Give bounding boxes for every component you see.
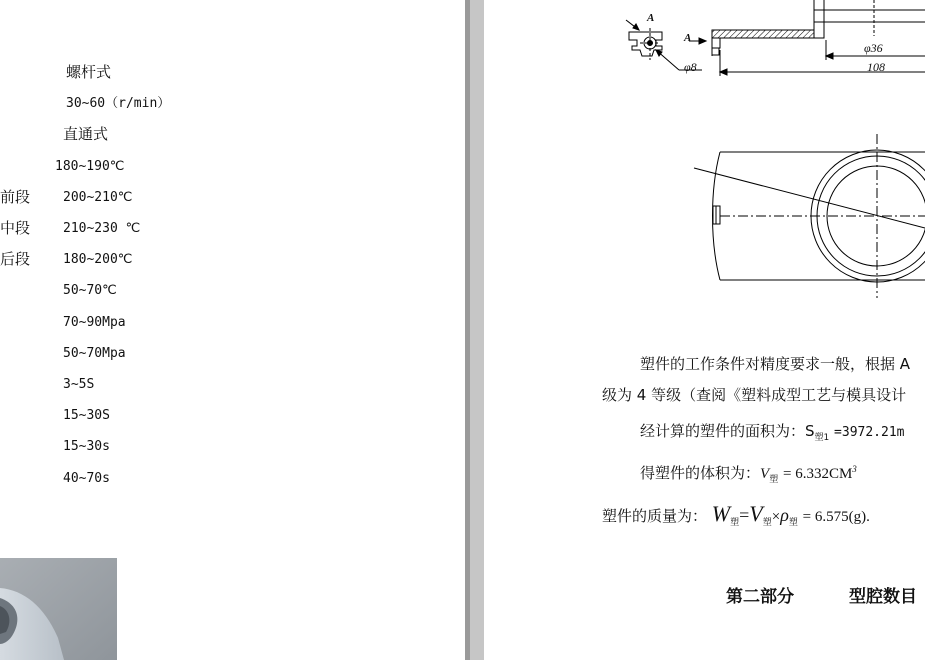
technical-drawing-section-view [484, 0, 925, 82]
area-prefix: 经计算的塑件的面积为：S [640, 422, 815, 440]
mass-var-w: W [711, 501, 731, 526]
mass-formula-line [602, 502, 870, 535]
technical-drawing-plan-view [484, 130, 925, 305]
mass-var-v: V [749, 501, 763, 526]
mass-times: × [771, 509, 781, 525]
row-label-rear: 后段 [0, 250, 31, 268]
param-value-screw-speed: 30~60（r/min） [66, 96, 171, 111]
mass-v-subscript: 塑 [762, 518, 772, 528]
paragraph-precision-line1: 塑件的工作条件对精度要求一般，根据 A [640, 355, 911, 373]
param-value-cooling-time: 15~30s [63, 439, 110, 454]
mass-w-subscript: 塑 [730, 518, 740, 528]
mass-var-rho: ρ [780, 505, 789, 525]
param-value-middle-temp: 210~230 ℃ [63, 221, 141, 236]
param-value-holding-pressure: 50~70Mpa [63, 346, 126, 361]
param-value-injection-time: 3~5S [63, 377, 95, 392]
dimension-label-phi36: φ36 [864, 41, 883, 55]
param-value-front-temp: 200~210℃ [63, 190, 133, 205]
section-mark-a-left: A [647, 12, 655, 24]
param-value-holding-time: 15~30S [63, 408, 110, 423]
row-label-middle: 中段 [0, 219, 31, 237]
volume-formula-line [640, 460, 857, 489]
param-value-rear-temp: 180~200℃ [63, 252, 133, 267]
mass-result: = 6.575(g). [802, 509, 870, 525]
section-mark-a-right: A [684, 32, 692, 44]
volume-exponent: 3 [852, 464, 857, 474]
volume-var: V [760, 466, 770, 482]
param-value-injection-pressure: 70~90Mpa [63, 315, 126, 330]
area-formula-line [640, 422, 905, 447]
volume-subscript: 塑 [769, 475, 779, 485]
param-value-mold-temp: 50~70℃ [63, 283, 117, 298]
param-value-cycle-time: 40~70s [63, 471, 110, 486]
param-value-nozzle-temp: 180~190℃ [55, 159, 125, 174]
volume-value: = 6.332CM [782, 466, 853, 482]
page-gutter [470, 0, 484, 660]
area-value: =3972.21m [834, 425, 905, 440]
paragraph-precision-line2: 级为 4 等级（查阅《塑料成型工艺与模具设计 [602, 386, 907, 404]
section-heading-title: 型腔数目 [849, 587, 917, 607]
mass-rho-subscript: 塑 [788, 518, 798, 528]
dimension-label-phi8: φ8 [684, 60, 697, 74]
param-value-nozzle-type: 直通式 [63, 125, 109, 143]
document-page-right [484, 0, 925, 660]
mass-prefix: 塑件的质量为： [602, 507, 708, 525]
section-heading-part: 第二部分 [726, 587, 794, 607]
volume-prefix: 得塑件的体积为： [640, 464, 761, 482]
row-label-front: 前段 [0, 188, 31, 206]
dimension-label-108: 108 [867, 60, 885, 74]
param-value-screw-type: 螺杆式 [66, 63, 112, 81]
area-subscript: 塑1 [814, 433, 830, 443]
part-3d-render-image [0, 558, 117, 660]
mass-equals: = [739, 505, 750, 525]
